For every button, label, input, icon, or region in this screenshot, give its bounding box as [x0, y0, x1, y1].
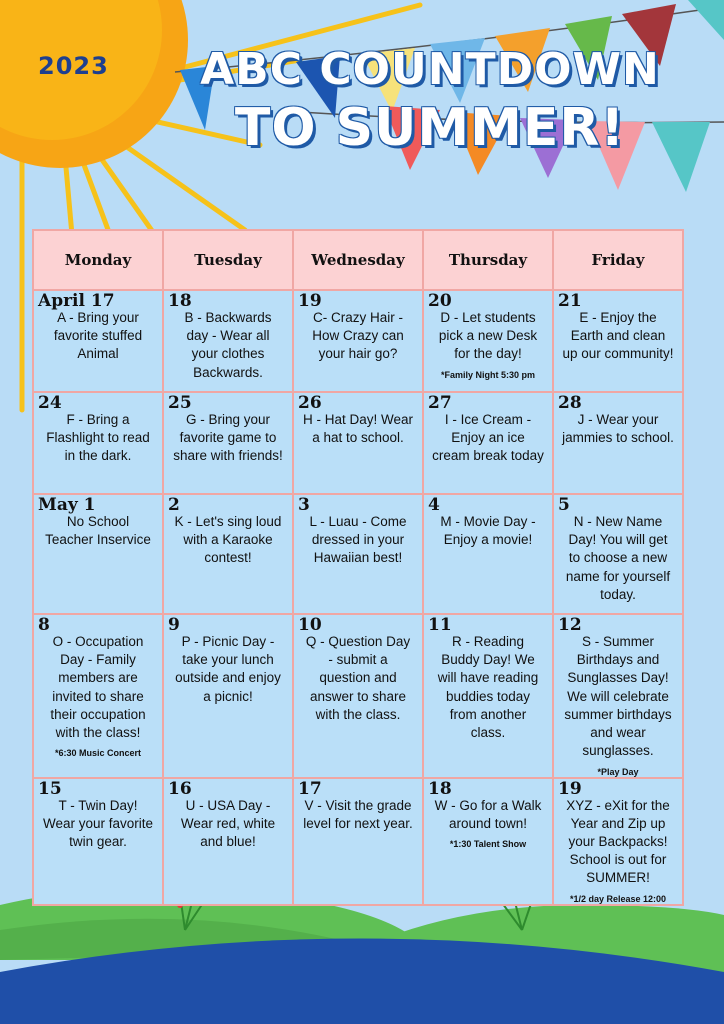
day-number: 3	[298, 495, 310, 515]
calendar-day-cell	[33, 778, 163, 905]
calendar-day-cell	[553, 494, 683, 614]
calendar-week-row	[33, 290, 683, 392]
day-number: 4	[428, 495, 440, 515]
day-number: 5	[558, 495, 570, 515]
day-number: 18	[168, 291, 192, 311]
calendar-day-cell	[553, 614, 683, 778]
day-activity: N - New Name Day! You will get to choose a new name for yourself today.	[565, 514, 671, 602]
calendar-day-cell	[33, 290, 163, 392]
day-number: 28	[558, 393, 582, 413]
day-activity: K - Let's sing loud with a Karaoke contest!	[174, 514, 282, 566]
day-number: 2	[168, 495, 180, 515]
calendar-day-cell	[33, 614, 163, 778]
day-activity: A - Bring your favorite stuffed Animal	[53, 310, 143, 362]
day-number: April 17	[38, 291, 115, 311]
page-title	[170, 44, 690, 158]
calendar-day-cell	[33, 494, 163, 614]
calendar-day-cell	[163, 778, 293, 905]
day-number: 20	[428, 291, 452, 311]
calendar-day-cell	[163, 614, 293, 778]
day-number: 12	[558, 615, 582, 635]
day-event-note: *Family Night 5:30 pm	[440, 369, 536, 380]
day-number: 16	[168, 778, 192, 799]
calendar-day-cell	[423, 494, 553, 614]
day-event-note: *1/2 day Release 12:00	[569, 893, 667, 904]
day-number: 9	[168, 615, 180, 635]
day-activity: F - Bring a Flashlight to read in the dark.	[46, 412, 150, 464]
calendar-day-cell	[293, 392, 423, 494]
day-number: 18	[428, 778, 452, 799]
day-number: 17	[298, 778, 322, 799]
day-activity: H - Hat Day! Wear a hat to school.	[302, 412, 414, 446]
title-line-2: TO SUMMER!	[234, 98, 626, 158]
calendar-day-cell	[293, 614, 423, 778]
day-activity: I - Ice Cream - Enjoy an ice cream break today	[432, 412, 544, 464]
calendar-day-cell	[163, 494, 293, 614]
day-activity: V - Visit the grade level for next year.	[303, 797, 413, 831]
day-header-wednesday: Wednesday	[293, 230, 423, 290]
calendar-week-row	[33, 778, 683, 905]
calendar-day-cell	[163, 392, 293, 494]
calendar-day-cell	[423, 392, 553, 494]
calendar-header-row	[33, 230, 683, 290]
day-activity: C- Crazy Hair - How Crazy can your hair go?	[312, 310, 404, 362]
calendar-day-cell	[293, 778, 423, 905]
day-event-note: *Play Day	[597, 766, 639, 777]
day-activity: L - Luau - Come dressed in your Hawaiian best!	[309, 514, 407, 566]
calendar-day-cell	[293, 494, 423, 614]
calendar-week-row	[33, 614, 683, 778]
day-number: 11	[428, 615, 452, 635]
calendar-week-row	[33, 392, 683, 494]
calendar-table	[32, 229, 684, 906]
day-activity: U - USA Day - Wear red, white and blue!	[180, 797, 276, 849]
calendar-day-cell	[553, 392, 683, 494]
day-activity: P - Picnic Day - take your lunch outside and enjoy a picnic!	[175, 634, 281, 704]
title-line-1: ABC COUNTDOWN	[200, 44, 660, 95]
day-number: 24	[38, 393, 62, 413]
calendar-day-cell	[33, 392, 163, 494]
day-activity: J - Wear your jammies to school.	[562, 412, 674, 446]
day-activity: E - Enjoy the Earth and clean up our community!	[562, 310, 674, 362]
day-header-thursday: Thursday	[423, 230, 553, 290]
day-activity: M - Movie Day - Enjoy a movie!	[440, 514, 536, 548]
day-number: 10	[298, 615, 322, 635]
day-activity: No School Teacher Inservice	[45, 514, 151, 548]
day-event-note: *6:30 Music Concert	[54, 748, 142, 759]
calendar-day-cell	[163, 290, 293, 392]
day-activity: S - Summer Birthdays and Sunglasses Day! We will celebrate summer birthdays and wear sunglasses.	[564, 634, 672, 759]
day-activity: B - Backwards day - Wear all your clothes Backwards.	[184, 310, 272, 380]
calendar-day-cell	[553, 290, 683, 392]
day-number: 27	[428, 393, 452, 413]
day-header-monday: Monday	[33, 230, 163, 290]
day-header-friday: Friday	[553, 230, 683, 290]
day-activity: Q - Question Day - submit a question and answer to share with the class.	[305, 634, 411, 722]
day-number: 25	[168, 393, 192, 413]
calendar-day-cell	[293, 290, 423, 392]
day-number: 15	[38, 778, 62, 799]
day-number: 19	[558, 778, 582, 799]
day-activity: G - Bring your favorite game to share with friends!	[173, 412, 283, 464]
calendar-day-cell	[553, 778, 683, 905]
day-activity: T - Twin Day! Wear your favorite twin gear.	[42, 797, 154, 849]
day-number: May 1	[38, 495, 96, 515]
calendar-day-cell	[423, 290, 553, 392]
day-number: 19	[298, 291, 322, 311]
day-header-tuesday: Tuesday	[163, 230, 293, 290]
day-activity: O - Occupation Day - Family members are invited to share their occupation with the class!	[50, 634, 146, 741]
day-activity: D - Let students pick a new Desk for the day!	[438, 310, 538, 362]
day-activity: W - Go for a Walk around town!	[434, 797, 542, 831]
day-event-note: *1:30 Talent Show	[449, 838, 527, 849]
calendar-day-cell	[423, 614, 553, 778]
day-number: 21	[558, 291, 582, 311]
day-activity: XYZ - eXit for the Year and Zip up your Backpacks! School is out for SUMMER!	[566, 797, 670, 886]
day-number: 8	[38, 615, 50, 635]
day-number: 26	[298, 393, 322, 413]
day-activity: R - Reading Buddy Day! We will have reading buddies today from another class.	[437, 634, 539, 741]
calendar-day-cell	[423, 778, 553, 905]
year-label: 2023	[38, 52, 109, 80]
calendar-week-row	[33, 494, 683, 614]
